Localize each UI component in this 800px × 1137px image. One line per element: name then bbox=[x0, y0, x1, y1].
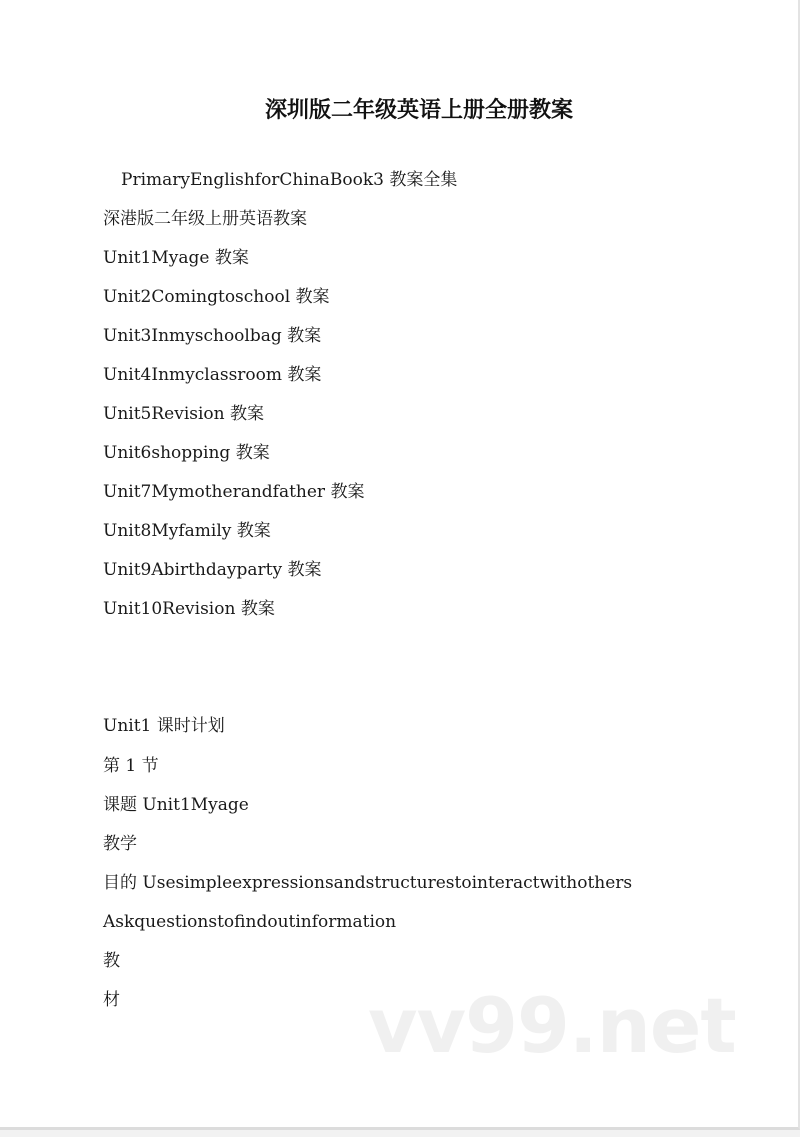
contents-line: Unit4Inmyclassroom 教案 bbox=[103, 365, 322, 385]
contents-line: Unit1Myage 教案 bbox=[103, 248, 249, 268]
contents-line: Unit7Mymotherandfather 教案 bbox=[103, 482, 365, 502]
lesson-line: Unit1 课时计划 bbox=[103, 716, 225, 736]
lesson-line: 课题 Unit1Myage bbox=[103, 795, 249, 815]
contents-line: Unit6shopping 教案 bbox=[103, 443, 270, 463]
contents-line: Unit8Myfamily 教案 bbox=[103, 521, 271, 541]
contents-line: PrimaryEnglishforChinaBook3 教案全集 bbox=[121, 170, 458, 190]
contents-line: Unit5Revision 教案 bbox=[103, 404, 265, 424]
contents-line: Unit3Inmyschoolbag 教案 bbox=[103, 326, 322, 346]
watermark: vv99.net bbox=[368, 981, 736, 1070]
document-title: 深圳版二年级英语上册全册教案 bbox=[264, 98, 573, 123]
lesson-line: 目的 Usesimpleexpressionsandstructurestointeractwithothers bbox=[103, 873, 633, 893]
contents-line: 深港版二年级上册英语教案 bbox=[103, 209, 307, 229]
lesson-line: 教学 bbox=[103, 834, 137, 854]
lesson-line: 第 1 节 bbox=[103, 756, 159, 776]
contents-line: Unit9Abirthdayparty 教案 bbox=[103, 560, 322, 580]
lesson-line: Askquestionstofindoutinformation bbox=[103, 912, 397, 932]
lesson-line: 材 bbox=[103, 990, 120, 1010]
contents-line: Unit10Revision 教案 bbox=[103, 599, 275, 619]
contents-line: Unit2Comingtoschool 教案 bbox=[103, 287, 330, 307]
lesson-line: 教 bbox=[103, 951, 120, 971]
